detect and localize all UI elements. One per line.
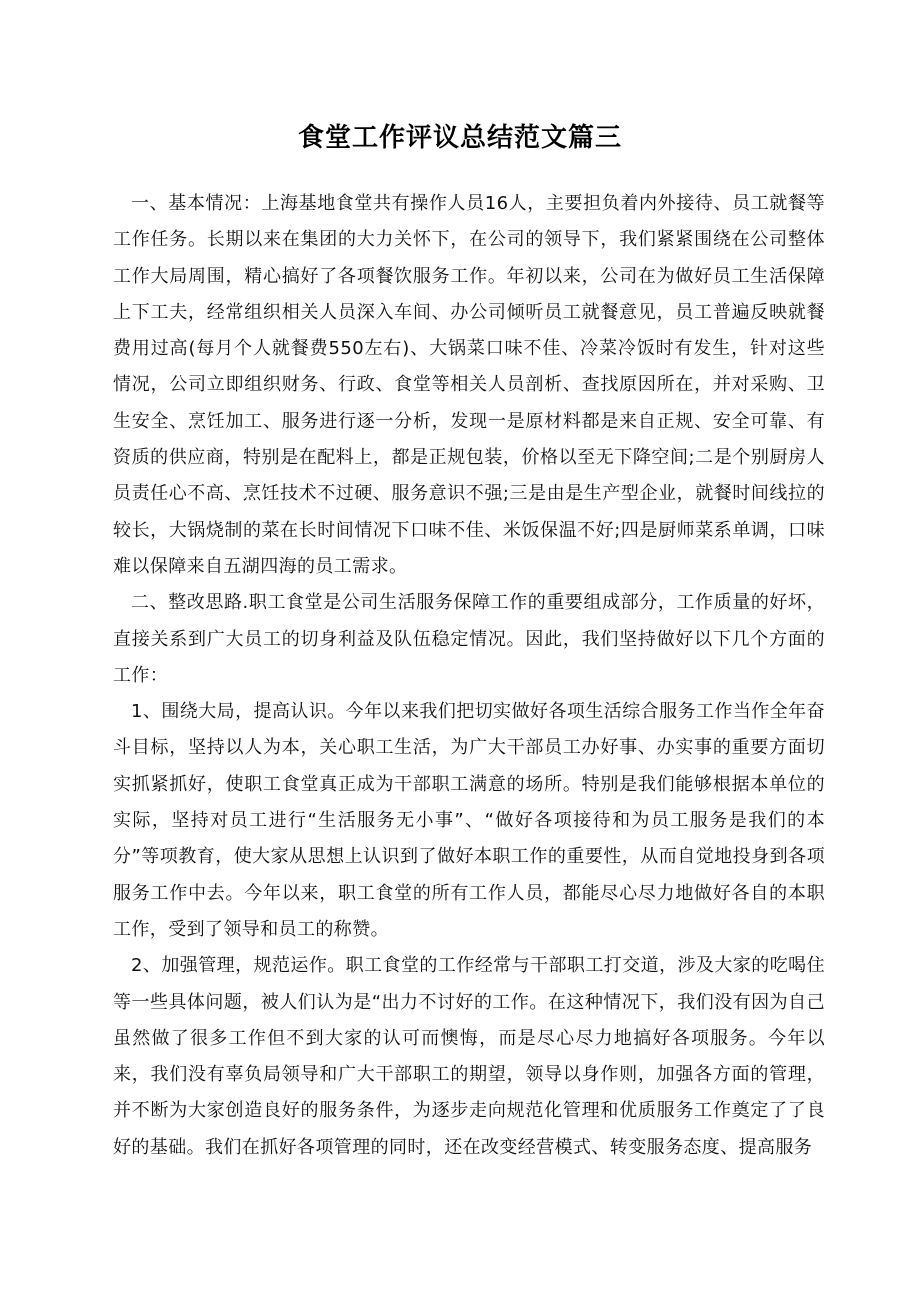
document-body xyxy=(113,186,825,1166)
paragraph-point-2: 2、加强管理，规范运作。职工食堂的工作经常与干部职工打交道，涉及大家的吃喝住等一些具体问题，被人们认为是“出力不讨好的工作。在这种情况下，我们没有因为自己虽然做了很多工作但不到大家的认可而懊悔，而是尽心尽力地搞好各项服务。今年以来，我们没有辜负局领导和广大干部职工的期望，领导以身作则，加强各方面的管理，并不断为大家创造良好的服务条件，为逐步走向规范化管理和优质服务工作奠定了了良好的基础。我们在抓好各项管理的同时，还在改变经营模式、转变服务态度、提高服务 xyxy=(113,955,825,1158)
paragraph-point-1: 1、围绕大局，提高认识。今年以来我们把切实做好各项生活综合服务工作当作全年奋斗目标，坚持以人为本，关心职工生活，为广大干部员工办好事、办实事的重要方面切实抓紧抓好，使职工食堂真正成为干部职工满意的场所。特别是我们能够根据本单位的实际，坚持对员工进行“生活服务无小事”、“做好各项接待和为员工服务是我们的本分”等项教育，使大家从思想上认识到了做好本职工作的重要性，从而自觉地投身到各项服务工作中去。今年以来，职工食堂的所有工作人员，都能尽心尽力地做好各自的本职工作，受到了领导和员工的称赞。 xyxy=(113,701,825,940)
paragraph-rectification-idea: 二、整改思路.职工食堂是公司生活服务保障工作的重要组成部分，工作质量的好坏，直接关系到广大员工的切身利益及队伍稳定情况。因此，我们坚持做好以下几个方面的工作： xyxy=(113,592,825,686)
paragraph-basic-situation: 一、基本情况：上海基地食堂共有操作人员16人，主要担负着内外接待、员工就餐等工作任务。长期以来在集团的大力关怀下，在公司的领导下，我们紧紧围绕在公司整体工作大局周围，精心搞好了各项餐饮服务工作。年初以来，公司在为做好员工生活保障上下工夫，经常组织相关人员深入车间、办公司倾听员工就餐意见，员工普遍反映就餐费用过高(每月个人就餐费550左右)、大锅菜口味不佳、冷菜冷饭时有发生，针对这些情况，公司立即组织财务、行政、食堂等相关人员剖析、查找原因所在，并对采购、卫生安全、烹饪加工、服务进行逐一分析，发现一是原材料都是来自正规、安全可靠、有资质的供应商，特别是在配料上，都是正规包装，价格以至无下降空间;二是个别厨房人员责任心不高、烹饪技术不过硬、服务意识不强;三是由是生产型企业，就餐时间线拉的较长，大锅烧制的菜在长时间情况下口味不佳、米饭保温不好;四是厨师菜系单调，口味难以保障来自五湖四海的员工需求。 xyxy=(113,193,825,577)
document-title: 食堂工作评议总结范文篇三 xyxy=(297,123,622,153)
